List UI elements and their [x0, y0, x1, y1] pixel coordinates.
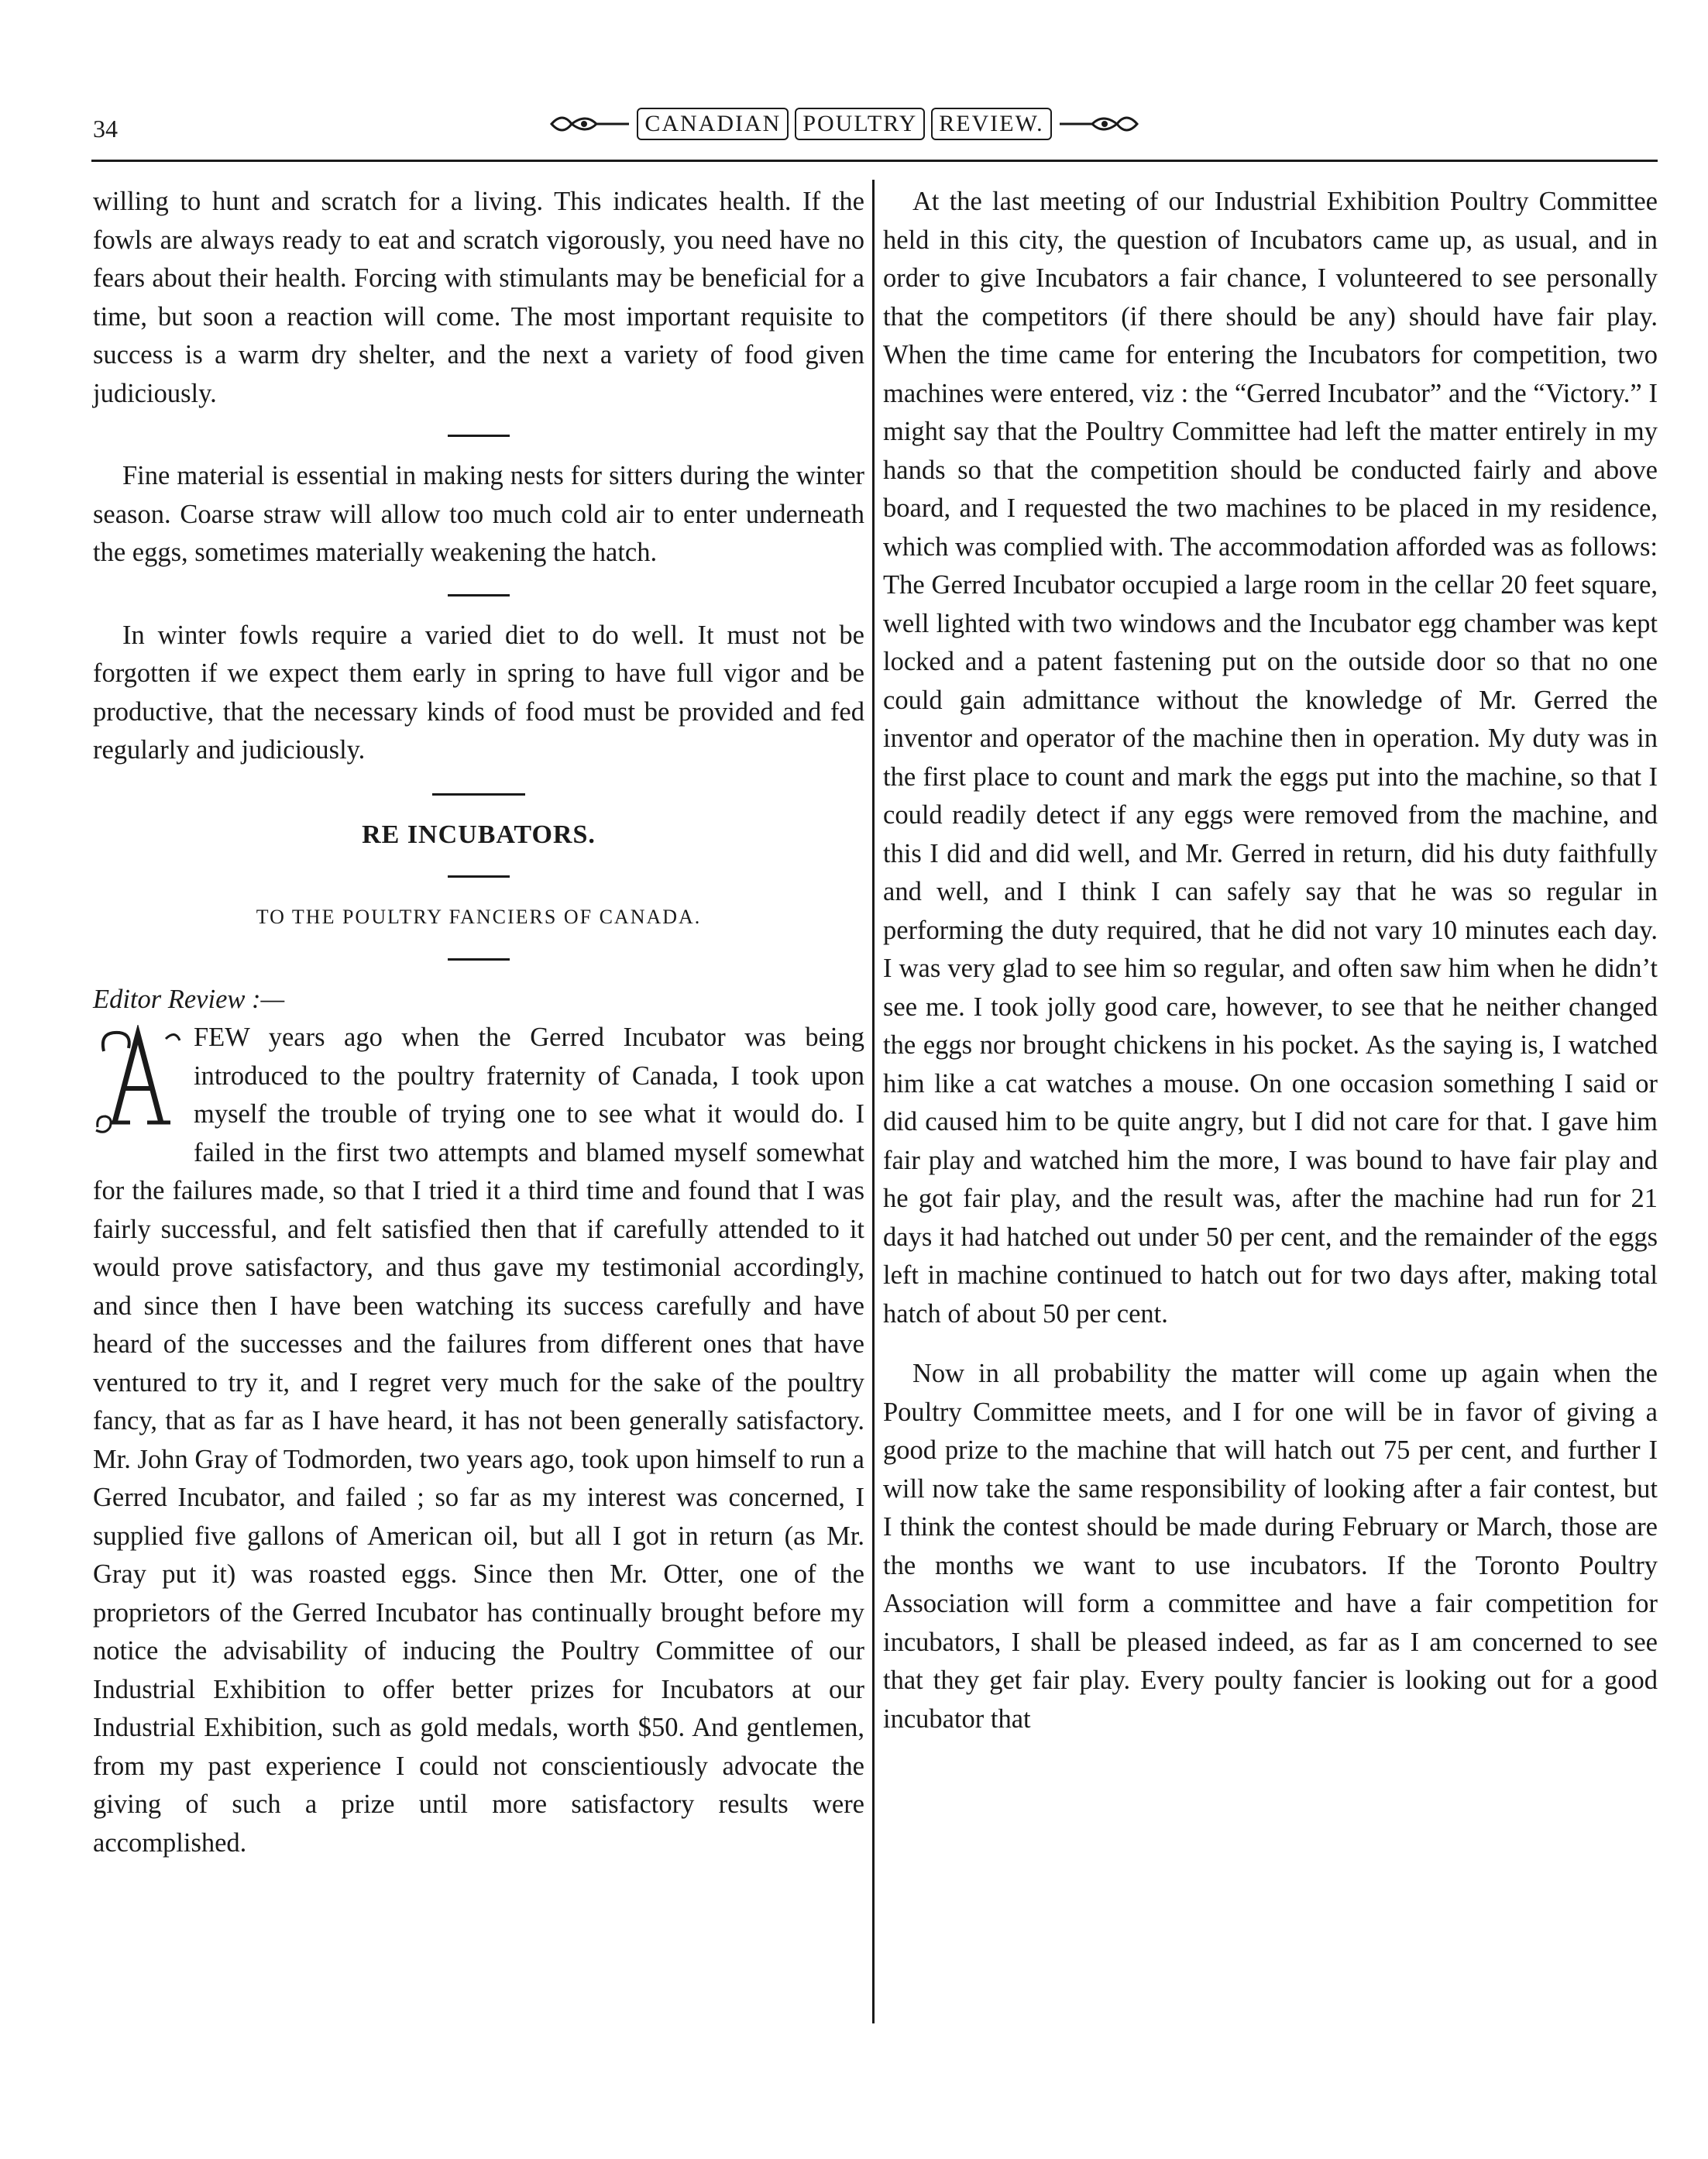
column-divider — [872, 180, 875, 2023]
article-heading: RE INCUBATORS. — [362, 820, 596, 849]
left-paragraph-3: In winter fowls require a varied diet to do well. It must not be forgotten if we expect them early in spring to have full vigor and be productive, that the necessary kinds of food must be provided and fed regularly and judiciously. — [93, 620, 864, 765]
section-separator — [432, 793, 525, 796]
masthead-word-3: REVIEW. — [931, 108, 1051, 140]
section-separator — [448, 875, 510, 878]
left-column — [93, 183, 864, 1862]
section-separator — [448, 958, 510, 961]
right-column — [883, 183, 1658, 1738]
page-number: 34 — [93, 115, 118, 143]
salutation: Editor Review :— — [93, 984, 285, 1014]
masthead-word-2: POULTRY — [795, 108, 925, 140]
left-paragraph-1: willing to hunt and scratch for a living. This indicates health. If the fowls are always ready to eat and scratch vigorously, you need have no fears about their health. Forcing with stimulants may be beneficial for a time, but soon a reaction will come. The most important requisite to success is a warm dry shelter, and the next a variety of food given judiciously. — [93, 187, 864, 408]
header-rule — [91, 160, 1658, 162]
left-ornament-icon — [548, 108, 634, 139]
ornamental-dropcap-icon — [93, 1025, 183, 1135]
section-separator — [448, 435, 510, 437]
masthead — [542, 101, 1146, 147]
section-separator — [448, 594, 510, 596]
right-paragraph-2: Now in all probability the matter will come up again when the Poultry Committee meets, and I for one will be in favor of giving a good prize to the machine that will hatch out 75 per cent, and further I will now take the same responsibility of looking after a fair contest, but I think the contest should be made during February or March, those are the months we want to use incubators. If the Toronto Poultry Association will form a committee and have a fair competition for incubators, I shall be pleased indeed, as far as I am concerned to see that they get fair play. Every poulty fancier is looking out for a good incubator that — [883, 1359, 1658, 1734]
letter-paragraph — [93, 1019, 864, 1862]
right-ornament-icon — [1055, 108, 1140, 139]
right-paragraph-1: At the last meeting of our Industrial Exhibition Poultry Committee held in this city, the question of Incubators came up, as usual, and in order to give Incubators a fair chance, I volunteered to see personally that the competitors (if there should be any) should have fair play. When the time came for entering the Incubators for competition, two machines were entered, viz : the “Gerred Incubator” and the “Victory.” I might say that the Poultry Committee had left the matter entirely in my hands so that the competition should be conducted fairly and above board, and I requested the two machines to be placed in my residence, which was complied with. The accommodation afforded was as follows: The Gerred Incubator occupied a large room in the cellar 20 feet square, well lighted with two windows and the Incubator egg chamber was kept locked and a patent fastening put on the outside door so that no one could gain admittance without the knowledge of Mr. Gerred the inventor and operator of the machine then in operation. My duty was in the first place to count and mark the eggs put into the machine, so that I could readily detect if any eggs were removed from the machine, and this I did and did well, and Mr. Gerred in return, did his duty faithfully and well, and I think I can safely say that he was so regular in performing the duty required, that he did not vary 10 minutes each day. I was very glad to see him so regular, and often saw him when he didn’t see me. I took jolly good care, however, to see that he neither changed the eggs nor brought chickens in his pocket. As the saying is, I watched him like a cat watches a mouse. On one occasion something I said or did caused him to be quite angry, but I did not care for that. I gave him fair play and watched him the more, I was bound to have fair play and he got fair play, and the result was, after the machine had run for 21 days it had hatched out under 50 per cent, and the remainder of the eggs left in machine continued to hatch out for two days after, making total hatch of about 50 per cent. — [883, 187, 1658, 1329]
masthead-word-1: CANADIAN — [637, 108, 789, 140]
article-subheading: TO THE POULTRY FANCIERS OF CANADA. — [256, 906, 702, 928]
left-paragraph-2: Fine material is essential in making nests for sitters during the winter season. Coarse straw will allow too much cold air to enter underneath the eggs, sometimes materially weakening the hatch. — [93, 461, 864, 567]
letter-body: FEW years ago when the Gerred Incubator was being introduced to the poultry fraternity of Canada, I took upon myself the trouble of trying one to see what it would do. I failed in the first two attempts and blamed myself somewhat for the failures made, so that I tried it a third time and found that I was fairly successful, and felt satisfied then that if carefully attended to it would prove satisfactory, and thus gave my testimonial accordingly, and since then I have been watching its success carefully and have heard of the successes and the failures from different ones that have ventured to try it, and I regret very much for the sake of the poultry fancy, that as far as I have heard, it has not been generally satisfactory. Mr. John Gray of Todmorden, two years ago, took upon himself to run a Gerred Incubator, and failed ; so far as my interest was concerned, I supplied five gallons of American oil, but all I got in return (as Mr. Gray put it) was roasted eggs. Since then Mr. Otter, one of the proprietors of the Gerred Incubator has continually brought before my notice the advisability of inducing the Poultry Committee of our Industrial Exhibition to offer better prizes for Incubators at our Industrial Exhibition, such as gold medals, worth $50. And gentlemen, from my past experience I could not conscientiously advocate the giving of such a prize until more satisfactory results were accomplished. — [93, 1023, 864, 1858]
